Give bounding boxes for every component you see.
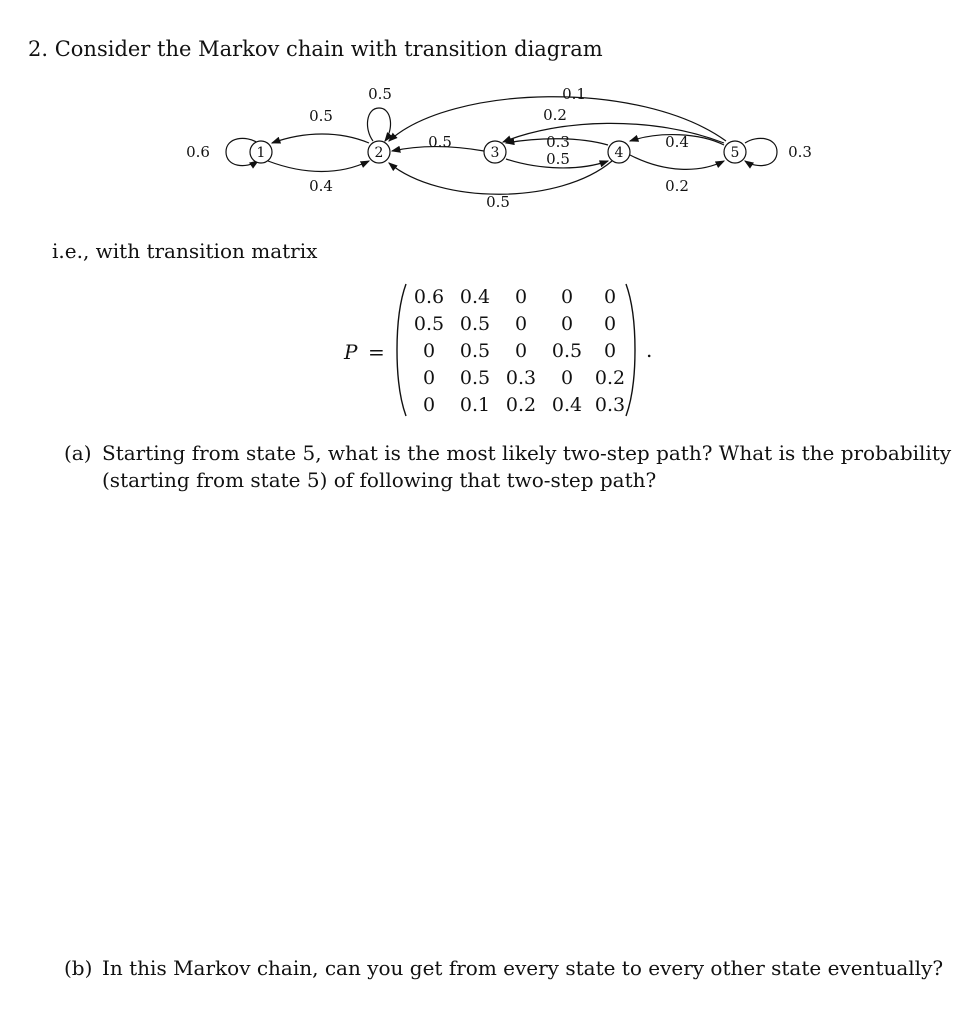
edge-label-3-2: 0.5 [428,133,452,151]
loop-label-1: 0.6 [186,143,210,161]
edge-label-5-2: 0.1 [562,85,586,103]
state-label-3: 3 [490,145,500,161]
matrix-cell: 0.2 [505,394,537,416]
matrix-cell: 0.4 [459,286,491,308]
matrix-cell: 0 [514,286,528,308]
edge-label-4-5: 0.2 [665,177,689,195]
part-a-text: Starting from state 5, what is the most likely two-step path? What is the probability (starting from state 5) of following that two-step path? [102,441,952,492]
matrix-right-bracket [624,282,638,418]
matrix-cell: 0.1 [459,394,491,416]
edge-2-1 [272,134,369,143]
matrix-cell: 0.5 [459,313,491,335]
matrix-cell: 0.3 [594,394,626,416]
part-b-marker: (b) [64,956,93,980]
edge-4-2 [389,161,612,194]
part-a-marker: (a) [64,441,92,465]
matrix-label: P [344,340,358,364]
matrix-equals-sign: = [368,340,385,364]
matrix-cell: 0 [514,340,528,362]
transition-diagram [0,75,968,225]
edge-label-3-4: 0.5 [546,150,570,168]
edge-label-5-4: 0.4 [665,133,689,151]
matrix-intro: i.e., with transition matrix [52,239,318,263]
matrix-cell: 0 [560,367,574,389]
matrix-cell: 0 [422,340,436,362]
state-label-5: 5 [730,145,740,161]
state-label-1: 1 [256,145,266,161]
part-b-question [64,955,954,982]
edge-4-5 [630,155,724,169]
transition-matrix [340,282,670,422]
matrix-cell: 0.3 [505,367,537,389]
part-a-question [64,440,954,494]
matrix-cell: 0 [560,313,574,335]
matrix-cell: 0.6 [413,286,445,308]
matrix-cell: 0 [422,367,436,389]
loop-label-2: 0.5 [368,85,392,103]
matrix-cell: 0.4 [551,394,583,416]
edge-label-5-3: 0.2 [543,106,567,124]
edge-label-2-1: 0.5 [309,107,333,125]
loop-label-5: 0.3 [788,143,812,161]
matrix-cell: 0.5 [551,340,583,362]
matrix-cell: 0 [603,286,617,308]
matrix-period: . [646,338,653,362]
matrix-cell: 0 [560,286,574,308]
edge-5-3 [503,123,724,143]
edge-label-1-2: 0.4 [309,177,333,195]
matrix-cell: 0 [603,313,617,335]
self-loop-2 [367,108,390,141]
state-label-2: 2 [374,145,384,161]
matrix-cell: 0.5 [459,367,491,389]
problem-heading: 2. Consider the Markov chain with transition diagram [28,37,603,61]
matrix-cell: 0 [603,340,617,362]
part-b-text: In this Markov chain, can you get from every state to every other state eventually? [102,956,944,980]
state-label-4: 4 [614,145,624,161]
matrix-cell: 0.5 [459,340,491,362]
matrix-cell: 0.2 [594,367,626,389]
matrix-cell: 0.5 [413,313,445,335]
edge-1-2 [268,161,369,172]
edge-label-4-2: 0.5 [486,193,510,211]
self-loop-5 [745,138,777,165]
matrix-cell: 0 [514,313,528,335]
matrix-grid [406,284,630,419]
matrix-cell: 0 [422,394,436,416]
edge-label-4-3: 0.3 [546,133,570,151]
